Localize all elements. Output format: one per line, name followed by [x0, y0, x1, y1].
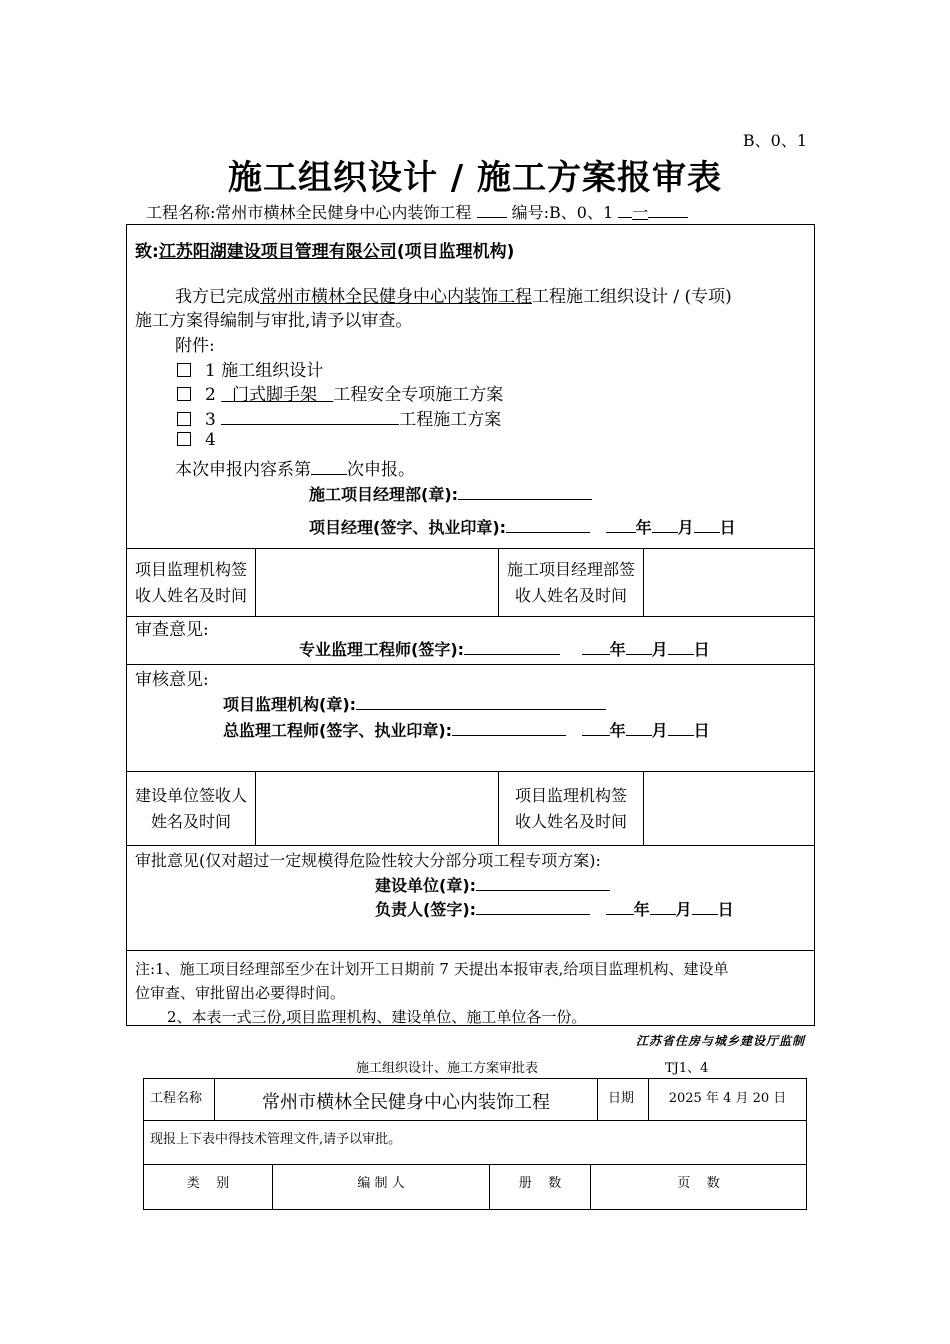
receipt-field-supervision-2[interactable] [644, 772, 815, 846]
attachment-2-fill: 门式脚手架 [232, 385, 318, 405]
form-number: 编号:B、0、1 [511, 203, 614, 222]
approval-seal-line: 建设单位(章): [375, 873, 610, 896]
receipt-field-owner[interactable] [256, 772, 499, 846]
receipt-field-supervision[interactable] [256, 549, 499, 617]
audit-seal-line: 项目监理机构(章): [223, 692, 606, 715]
sub-name-value: 常州市横林全民健身中心内装饰工程 [215, 1079, 598, 1121]
intro-line-1: 我方已完成常州市横林全民健身中心内装饰工程工程施工组织设计 / (专项) [175, 287, 732, 307]
receipt-field-contractor[interactable] [644, 549, 815, 617]
approval-opinion-label: 审批意见(仅对超过一定规模得危险性较大分部分项工程专项方案): [135, 851, 601, 870]
sub-date-label: 日期 [598, 1079, 649, 1121]
receipt-label-contractor: 施工项目经理部签 收人姓名及时间 [499, 549, 644, 617]
page-title: 施工组织设计 / 施工方案报审表 [227, 158, 723, 198]
attachment-3: 3 工程施工方案 [177, 405, 501, 430]
sub-date-value: 2025 年 4 月 20 日 [649, 1079, 807, 1121]
sub-form-code: TJ1、4 [665, 1061, 709, 1076]
checkbox-icon[interactable] [177, 363, 191, 377]
note-1-line-1: 注:1、施工项目经理部至少在计划开工日期前 7 天提出本报审表,给项目监理机构、建设单 [135, 960, 729, 978]
form-number-suffix: 一 [632, 203, 649, 222]
intro-line-2: 施工方案得编制与审批,请予以审查。 [135, 311, 413, 331]
checkbox-icon[interactable] [177, 387, 191, 401]
sub-form-title: 施工组织设计、施工方案审批表 [356, 1061, 539, 1076]
submission-times: 本次申报内容系第 次申报。 [175, 460, 415, 480]
attachment-4: 4 [177, 430, 216, 450]
review-sign-line: 专业监理工程师(签字): 年 月 日 [299, 640, 710, 659]
supervision-org: 江苏阳湖建设项目管理有限公司 [158, 242, 397, 262]
col-pages: 页 数 [677, 1176, 720, 1191]
project-name-label: 工程名称: [146, 203, 216, 222]
checkbox-icon[interactable] [177, 412, 191, 426]
col-volumes: 册 数 [490, 1165, 591, 1209]
approval-sign-line: 负责人(签字): 年 月 日 [375, 900, 734, 919]
checkbox-icon[interactable] [177, 432, 191, 446]
addressee: 致:江苏阳湖建设项目管理有限公司(项目监理机构) [135, 242, 515, 262]
sub-report-text: 现报上下表中得技术管理文件,请予以审批。 [144, 1121, 807, 1165]
intro-project-name: 常州市横林全民健身中心内装饰工程 [260, 287, 532, 307]
approval-sub-table [143, 1078, 807, 1210]
audit-opinion-label: 审核意见: [135, 670, 209, 690]
attachment-1: 1 施工组织设计 [177, 356, 323, 381]
note-2: 2、本表一式三份,项目监理机构、建设单位、施工单位各一份。 [167, 1008, 587, 1026]
note-1-line-2: 位审查、审批留出必要得时间。 [135, 984, 346, 1002]
project-line [146, 200, 688, 223]
review-form-table [126, 224, 815, 1026]
project-name-value: 常州市横林全民健身中心内装饰工程 [215, 203, 472, 222]
receipt-label-supervision-2: 项目监理机构签 收人姓名及时间 [499, 772, 644, 846]
receipt-label-supervision: 项目监理机构签 收人姓名及时间 [127, 549, 256, 617]
attachments-label: 附件: [175, 336, 215, 356]
audit-sign-line: 总监理工程师(签字、执业印章): 年 月 日 [223, 721, 710, 740]
dept-seal-line: 施工项目经理部(章): [309, 482, 592, 505]
col-author: 编 制 人 [273, 1165, 490, 1209]
supervisor-mark: 江苏省住房与城乡建设厅监制 [635, 1034, 805, 1048]
col-type: 类 别 [144, 1165, 273, 1209]
sub-name-label: 工程名称 [144, 1079, 215, 1121]
pm-sign-line: 项目经理(签字、执业印章): 年 月 日 [309, 518, 736, 537]
review-opinion-label: 审查意见: [135, 620, 209, 640]
attachment-2: 2 门式脚手架 工程安全专项施工方案 [177, 380, 503, 405]
form-code: B、0、1 [742, 131, 807, 150]
receipt-label-owner: 建设单位签收人 姓名及时间 [127, 772, 256, 846]
